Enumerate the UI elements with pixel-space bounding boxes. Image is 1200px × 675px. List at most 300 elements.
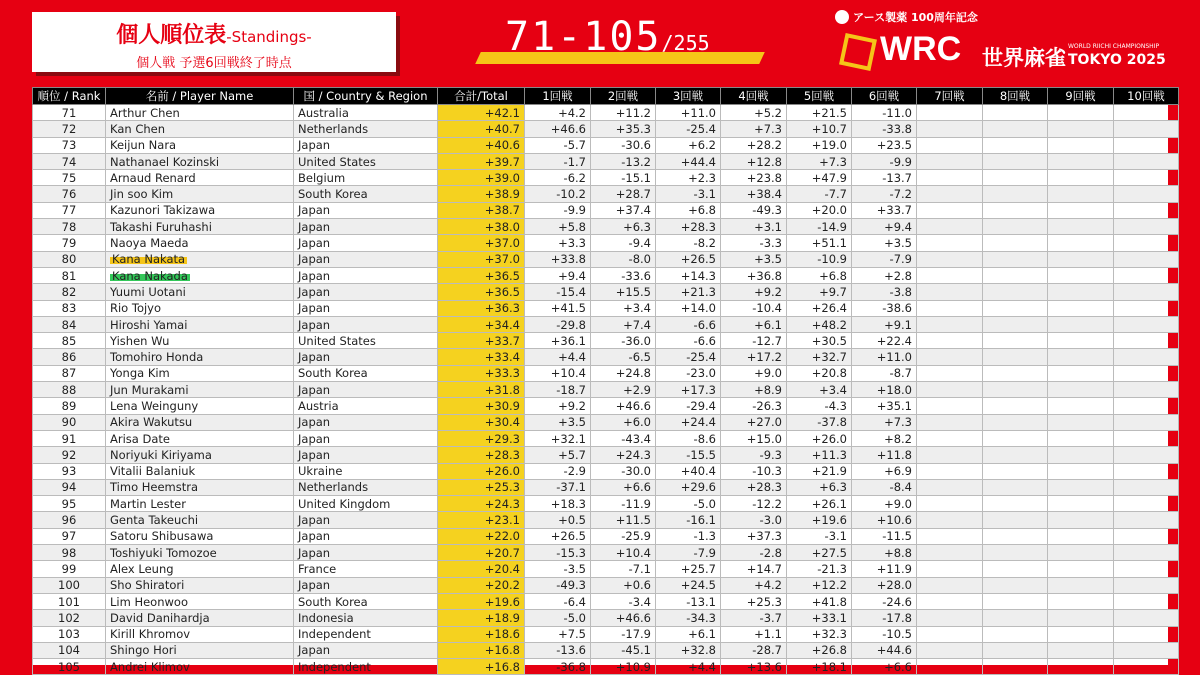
round-score-cell: +21.9	[787, 463, 852, 479]
table-row	[33, 398, 1179, 414]
round-score-cell	[1114, 659, 1179, 675]
round-score-cell	[917, 382, 983, 398]
round-score-cell	[1048, 430, 1114, 446]
round-score-cell: +10.4	[591, 545, 656, 561]
total-cell: +19.6	[438, 593, 525, 609]
page-title	[32, 18, 396, 49]
country-cell: Japan	[294, 235, 438, 251]
player-name-cell	[106, 496, 294, 512]
round-score-cell	[983, 463, 1048, 479]
total-cell: +18.9	[438, 610, 525, 626]
country-cell: Japan	[294, 382, 438, 398]
round-score-cell	[1048, 137, 1114, 153]
total-cell: +29.3	[438, 430, 525, 446]
round-score-cell	[917, 610, 983, 626]
title-sub-text: -Standings-	[226, 28, 312, 46]
round-score-cell: -9.9	[525, 202, 591, 218]
round-score-cell	[1114, 430, 1179, 446]
round-score-cell: -11.5	[852, 528, 917, 544]
round-score-cell: +36.8	[721, 267, 787, 283]
round-score-cell: -38.6	[852, 300, 917, 316]
round-score-cell: +17.3	[656, 382, 721, 398]
round-score-cell	[917, 593, 983, 609]
table-row	[33, 447, 1179, 463]
player-name-cell	[106, 414, 294, 430]
round-score-cell: +46.6	[525, 121, 591, 137]
round-score-cell: +11.5	[591, 512, 656, 528]
total-cell: +40.7	[438, 121, 525, 137]
round-score-cell	[1048, 365, 1114, 381]
column-header: 3回戦	[656, 88, 721, 105]
rank-cell: 87	[33, 365, 106, 381]
round-score-cell	[1048, 561, 1114, 577]
round-score-cell: -9.9	[852, 153, 917, 169]
total-cell: +25.3	[438, 479, 525, 495]
wrc-logo-text: WRC	[880, 30, 962, 68]
round-score-cell: +9.2	[525, 398, 591, 414]
rank-cell: 94	[33, 479, 106, 495]
column-header: 6回戦	[852, 88, 917, 105]
round-score-cell: -30.6	[591, 137, 656, 153]
round-score-cell: +26.8	[787, 642, 852, 658]
sponsor-text: アース製薬 100周年記念	[853, 11, 978, 24]
round-score-cell: -2.9	[525, 463, 591, 479]
round-score-cell	[983, 349, 1048, 365]
country-cell: Independent	[294, 659, 438, 675]
total-cell: +42.1	[438, 105, 525, 121]
round-score-cell	[983, 235, 1048, 251]
round-score-cell: -6.2	[525, 170, 591, 186]
round-score-cell	[983, 365, 1048, 381]
round-score-cell: +7.3	[787, 153, 852, 169]
rank-cell: 88	[33, 382, 106, 398]
round-score-cell: -3.1	[787, 528, 852, 544]
round-score-cell: +10.4	[525, 365, 591, 381]
round-score-cell: -8.2	[656, 235, 721, 251]
round-score-cell: -7.2	[852, 186, 917, 202]
total-cell: +26.0	[438, 463, 525, 479]
round-score-cell: +29.6	[656, 479, 721, 495]
round-score-cell: +9.4	[525, 267, 591, 283]
round-score-cell: +24.5	[656, 577, 721, 593]
country-cell: Japan	[294, 512, 438, 528]
round-score-cell	[1114, 170, 1179, 186]
total-cell: +33.3	[438, 365, 525, 381]
round-score-cell: +5.8	[525, 219, 591, 235]
total-cell: +33.4	[438, 349, 525, 365]
round-score-cell: -14.9	[787, 219, 852, 235]
round-score-cell: +9.4	[852, 219, 917, 235]
round-score-cell: +41.8	[787, 593, 852, 609]
round-score-cell: +28.0	[852, 577, 917, 593]
table-row	[33, 284, 1179, 300]
round-score-cell: +3.5	[721, 251, 787, 267]
round-score-cell	[1048, 333, 1114, 349]
total-cell: +38.7	[438, 202, 525, 218]
total-cell: +36.5	[438, 267, 525, 283]
rank-cell: 75	[33, 170, 106, 186]
round-score-cell	[983, 105, 1048, 121]
total-cell: +30.9	[438, 398, 525, 414]
round-score-cell	[983, 121, 1048, 137]
table-row	[33, 251, 1179, 267]
range-total: /255	[661, 31, 710, 55]
round-score-cell	[1048, 382, 1114, 398]
round-score-cell: +35.3	[591, 121, 656, 137]
column-header: 8回戦	[983, 88, 1048, 105]
round-score-cell: -49.3	[721, 202, 787, 218]
round-score-cell: +25.3	[721, 593, 787, 609]
round-score-cell	[1114, 447, 1179, 463]
round-score-cell	[1048, 105, 1114, 121]
player-name-cell	[106, 561, 294, 577]
round-score-cell: -9.3	[721, 447, 787, 463]
rank-cell: 99	[33, 561, 106, 577]
table-row	[33, 137, 1179, 153]
round-score-cell	[1114, 414, 1179, 430]
player-name-cell	[106, 382, 294, 398]
round-score-cell: +24.8	[591, 365, 656, 381]
round-score-cell	[1048, 202, 1114, 218]
round-score-cell: +2.9	[591, 382, 656, 398]
round-score-cell: -12.2	[721, 496, 787, 512]
round-score-cell: +48.2	[787, 316, 852, 332]
total-cell: +24.3	[438, 496, 525, 512]
round-score-cell: -10.3	[721, 463, 787, 479]
round-score-cell: +9.2	[721, 284, 787, 300]
round-score-cell	[917, 121, 983, 137]
player-name-cell	[106, 284, 294, 300]
table-row	[33, 463, 1179, 479]
round-score-cell: -33.8	[852, 121, 917, 137]
round-score-cell: +24.3	[591, 447, 656, 463]
round-score-cell: -1.3	[656, 528, 721, 544]
table-row	[33, 512, 1179, 528]
round-score-cell	[917, 398, 983, 414]
country-cell: United Kingdom	[294, 496, 438, 512]
table-row	[33, 121, 1179, 137]
round-score-cell: +23.5	[852, 137, 917, 153]
round-score-cell	[1048, 577, 1114, 593]
table-row	[33, 642, 1179, 658]
round-score-cell: +9.7	[787, 284, 852, 300]
country-cell: Indonesia	[294, 610, 438, 626]
round-score-cell	[917, 577, 983, 593]
round-score-cell: -5.7	[525, 137, 591, 153]
round-score-cell: +20.0	[787, 202, 852, 218]
player-name-cell	[106, 349, 294, 365]
round-score-cell: +26.5	[525, 528, 591, 544]
round-score-cell	[917, 300, 983, 316]
round-score-cell: -23.0	[656, 365, 721, 381]
rank-cell: 93	[33, 463, 106, 479]
round-score-cell	[1048, 153, 1114, 169]
wrc-logo-small: WORLD RIICHI CHAMPIONSHIP	[1068, 43, 1160, 50]
country-cell: Japan	[294, 284, 438, 300]
round-score-cell	[917, 105, 983, 121]
round-score-cell	[917, 333, 983, 349]
player-name-cell	[106, 610, 294, 626]
total-cell: +20.4	[438, 561, 525, 577]
round-score-cell: -3.1	[656, 186, 721, 202]
round-score-cell: -12.7	[721, 333, 787, 349]
round-score-cell	[1048, 479, 1114, 495]
round-score-cell: -15.4	[525, 284, 591, 300]
country-cell: Japan	[294, 528, 438, 544]
player-name-cell	[106, 447, 294, 463]
round-score-cell: +7.3	[721, 121, 787, 137]
player-name: Vitalii Balaniuk	[110, 464, 196, 479]
table-row	[33, 528, 1179, 544]
country-cell: Australia	[294, 105, 438, 121]
round-score-cell: -16.1	[656, 512, 721, 528]
round-score-cell	[1048, 349, 1114, 365]
column-header: 9回戦	[1048, 88, 1114, 105]
round-score-cell	[1048, 463, 1114, 479]
player-name-cell	[106, 463, 294, 479]
round-score-cell	[983, 626, 1048, 642]
round-score-cell: -10.4	[721, 300, 787, 316]
table-row	[33, 333, 1179, 349]
table-row	[33, 561, 1179, 577]
player-name: Kan Chen	[110, 121, 166, 136]
round-score-cell	[1048, 219, 1114, 235]
round-score-cell: -4.3	[787, 398, 852, 414]
country-cell: Japan	[294, 349, 438, 365]
round-score-cell: -37.8	[787, 414, 852, 430]
total-cell: +40.6	[438, 137, 525, 153]
round-score-cell: -6.6	[656, 316, 721, 332]
round-score-cell: -24.6	[852, 593, 917, 609]
round-score-cell	[983, 137, 1048, 153]
round-score-cell	[983, 528, 1048, 544]
total-cell: +23.1	[438, 512, 525, 528]
country-cell: Japan	[294, 577, 438, 593]
rank-cell: 72	[33, 121, 106, 137]
round-score-cell	[1114, 219, 1179, 235]
round-score-cell	[1114, 235, 1179, 251]
round-score-cell: -3.0	[721, 512, 787, 528]
round-score-cell	[917, 447, 983, 463]
round-score-cell	[1048, 496, 1114, 512]
round-score-cell	[1114, 365, 1179, 381]
total-cell: +28.3	[438, 447, 525, 463]
table-row	[33, 105, 1179, 121]
rank-cell: 92	[33, 447, 106, 463]
round-score-cell: -36.8	[525, 659, 591, 675]
round-score-cell: -18.7	[525, 382, 591, 398]
round-score-cell	[983, 512, 1048, 528]
round-score-cell: +47.9	[787, 170, 852, 186]
round-score-cell	[1048, 512, 1114, 528]
round-score-cell: -30.0	[591, 463, 656, 479]
table-row	[33, 659, 1179, 675]
round-score-cell: -3.7	[721, 610, 787, 626]
round-score-cell	[983, 170, 1048, 186]
round-score-cell	[1048, 300, 1114, 316]
round-score-cell: +7.5	[525, 626, 591, 642]
round-score-cell: +11.0	[852, 349, 917, 365]
rank-cell: 78	[33, 219, 106, 235]
round-score-cell: +19.0	[787, 137, 852, 153]
player-name: Rio Tojyo	[110, 301, 162, 316]
round-score-cell: -6.4	[525, 593, 591, 609]
rank-cell: 74	[33, 153, 106, 169]
column-header: 順位 / Rank	[33, 88, 106, 105]
player-name: Arisa Date	[110, 431, 170, 446]
player-name: Noriyuki Kiriyama	[110, 447, 212, 462]
total-cell: +38.0	[438, 219, 525, 235]
round-score-cell: -10.5	[852, 626, 917, 642]
round-score-cell: +26.0	[787, 430, 852, 446]
rank-cell: 85	[33, 333, 106, 349]
round-score-cell	[1114, 626, 1179, 642]
round-score-cell	[1048, 626, 1114, 642]
wrc-logo-jp: 世界麻雀	[982, 46, 1066, 70]
round-score-cell: +21.5	[787, 105, 852, 121]
round-score-cell	[917, 626, 983, 642]
round-score-cell: +9.0	[721, 365, 787, 381]
round-score-cell	[1048, 642, 1114, 658]
round-score-cell	[1048, 235, 1114, 251]
country-cell: Japan	[294, 300, 438, 316]
round-score-cell: +33.8	[525, 251, 591, 267]
round-score-cell: +46.6	[591, 610, 656, 626]
round-score-cell	[1114, 463, 1179, 479]
round-score-cell: -5.0	[656, 496, 721, 512]
round-score-cell	[1048, 528, 1114, 544]
rank-cell: 103	[33, 626, 106, 642]
table-row	[33, 365, 1179, 381]
total-cell: +18.6	[438, 626, 525, 642]
round-score-cell: -7.9	[656, 545, 721, 561]
round-score-cell	[1048, 316, 1114, 332]
player-name: David Danihardja	[110, 610, 210, 625]
column-header: 10回戦	[1114, 88, 1179, 105]
total-cell: +38.9	[438, 186, 525, 202]
country-cell: Japan	[294, 202, 438, 218]
player-name-cell	[106, 626, 294, 642]
total-cell: +39.7	[438, 153, 525, 169]
round-score-cell: +3.5	[852, 235, 917, 251]
wrc-logo-tokyo: TOKYO 2025	[1068, 52, 1166, 68]
round-score-cell: -15.1	[591, 170, 656, 186]
round-score-cell	[1114, 545, 1179, 561]
sponsor-logo-icon	[835, 10, 849, 24]
round-score-cell: -3.3	[721, 235, 787, 251]
rank-cell: 82	[33, 284, 106, 300]
total-cell: +30.4	[438, 414, 525, 430]
round-score-cell: +17.2	[721, 349, 787, 365]
round-score-cell: +6.6	[591, 479, 656, 495]
round-score-cell: -26.3	[721, 398, 787, 414]
table-row	[33, 382, 1179, 398]
round-score-cell	[983, 153, 1048, 169]
round-score-cell: -29.8	[525, 316, 591, 332]
round-score-cell	[1114, 284, 1179, 300]
round-score-cell	[983, 251, 1048, 267]
round-score-cell: +22.4	[852, 333, 917, 349]
round-score-cell	[917, 153, 983, 169]
round-score-cell: +26.1	[787, 496, 852, 512]
player-name-cell	[106, 398, 294, 414]
round-score-cell: +3.4	[591, 300, 656, 316]
round-score-cell: +11.8	[852, 447, 917, 463]
round-score-cell	[1114, 528, 1179, 544]
country-cell: Japan	[294, 251, 438, 267]
rank-cell: 90	[33, 414, 106, 430]
round-score-cell: -3.4	[591, 593, 656, 609]
title-text: 個人順位表	[116, 23, 227, 48]
standings-table	[32, 87, 1179, 675]
round-score-cell: +2.8	[852, 267, 917, 283]
country-cell: United States	[294, 153, 438, 169]
table-row	[33, 267, 1179, 283]
table-body	[33, 105, 1179, 675]
round-score-cell: +20.8	[787, 365, 852, 381]
rank-cell: 83	[33, 300, 106, 316]
round-score-cell: +13.6	[721, 659, 787, 675]
table-row	[33, 414, 1179, 430]
round-score-cell: +4.4	[656, 659, 721, 675]
round-score-cell	[917, 186, 983, 202]
player-name: Yuumi Uotani	[110, 284, 186, 299]
table-row	[33, 545, 1179, 561]
country-cell: Japan	[294, 545, 438, 561]
player-name-cell	[106, 251, 294, 267]
round-score-cell	[1048, 593, 1114, 609]
round-score-cell: +6.3	[591, 219, 656, 235]
player-name-cell	[106, 479, 294, 495]
player-name: Timo Heemstra	[110, 480, 199, 495]
round-score-cell	[1048, 659, 1114, 675]
player-name-cell	[106, 365, 294, 381]
round-score-cell: +30.5	[787, 333, 852, 349]
round-score-cell: +12.2	[787, 577, 852, 593]
round-score-cell	[1114, 316, 1179, 332]
round-score-cell	[917, 284, 983, 300]
round-score-cell	[917, 219, 983, 235]
round-score-cell: -7.9	[852, 251, 917, 267]
round-score-cell: +18.1	[787, 659, 852, 675]
round-score-cell: -49.3	[525, 577, 591, 593]
round-score-cell: +6.8	[656, 202, 721, 218]
player-name-cell	[106, 186, 294, 202]
round-score-cell	[917, 137, 983, 153]
player-name: Tomohiro Honda	[110, 350, 204, 365]
player-name: Andrei Klimov	[110, 659, 190, 674]
player-name: Kana Nakada	[112, 268, 188, 283]
round-score-cell: -8.0	[591, 251, 656, 267]
round-score-cell: +23.8	[721, 170, 787, 186]
round-score-cell	[1048, 170, 1114, 186]
player-name: Hiroshi Yamai	[110, 317, 188, 332]
rank-cell: 77	[33, 202, 106, 218]
rank-cell: 104	[33, 642, 106, 658]
rank-cell: 105	[33, 659, 106, 675]
round-score-cell: -28.7	[721, 642, 787, 658]
player-name: Satoru Shibusawa	[110, 529, 214, 544]
round-score-cell: +24.4	[656, 414, 721, 430]
rank-cell: 79	[33, 235, 106, 251]
round-score-cell	[1114, 382, 1179, 398]
round-score-cell	[1114, 561, 1179, 577]
round-score-cell: +10.7	[787, 121, 852, 137]
round-score-cell	[917, 659, 983, 675]
round-score-cell	[917, 414, 983, 430]
country-cell: Japan	[294, 642, 438, 658]
round-score-cell: -10.9	[787, 251, 852, 267]
